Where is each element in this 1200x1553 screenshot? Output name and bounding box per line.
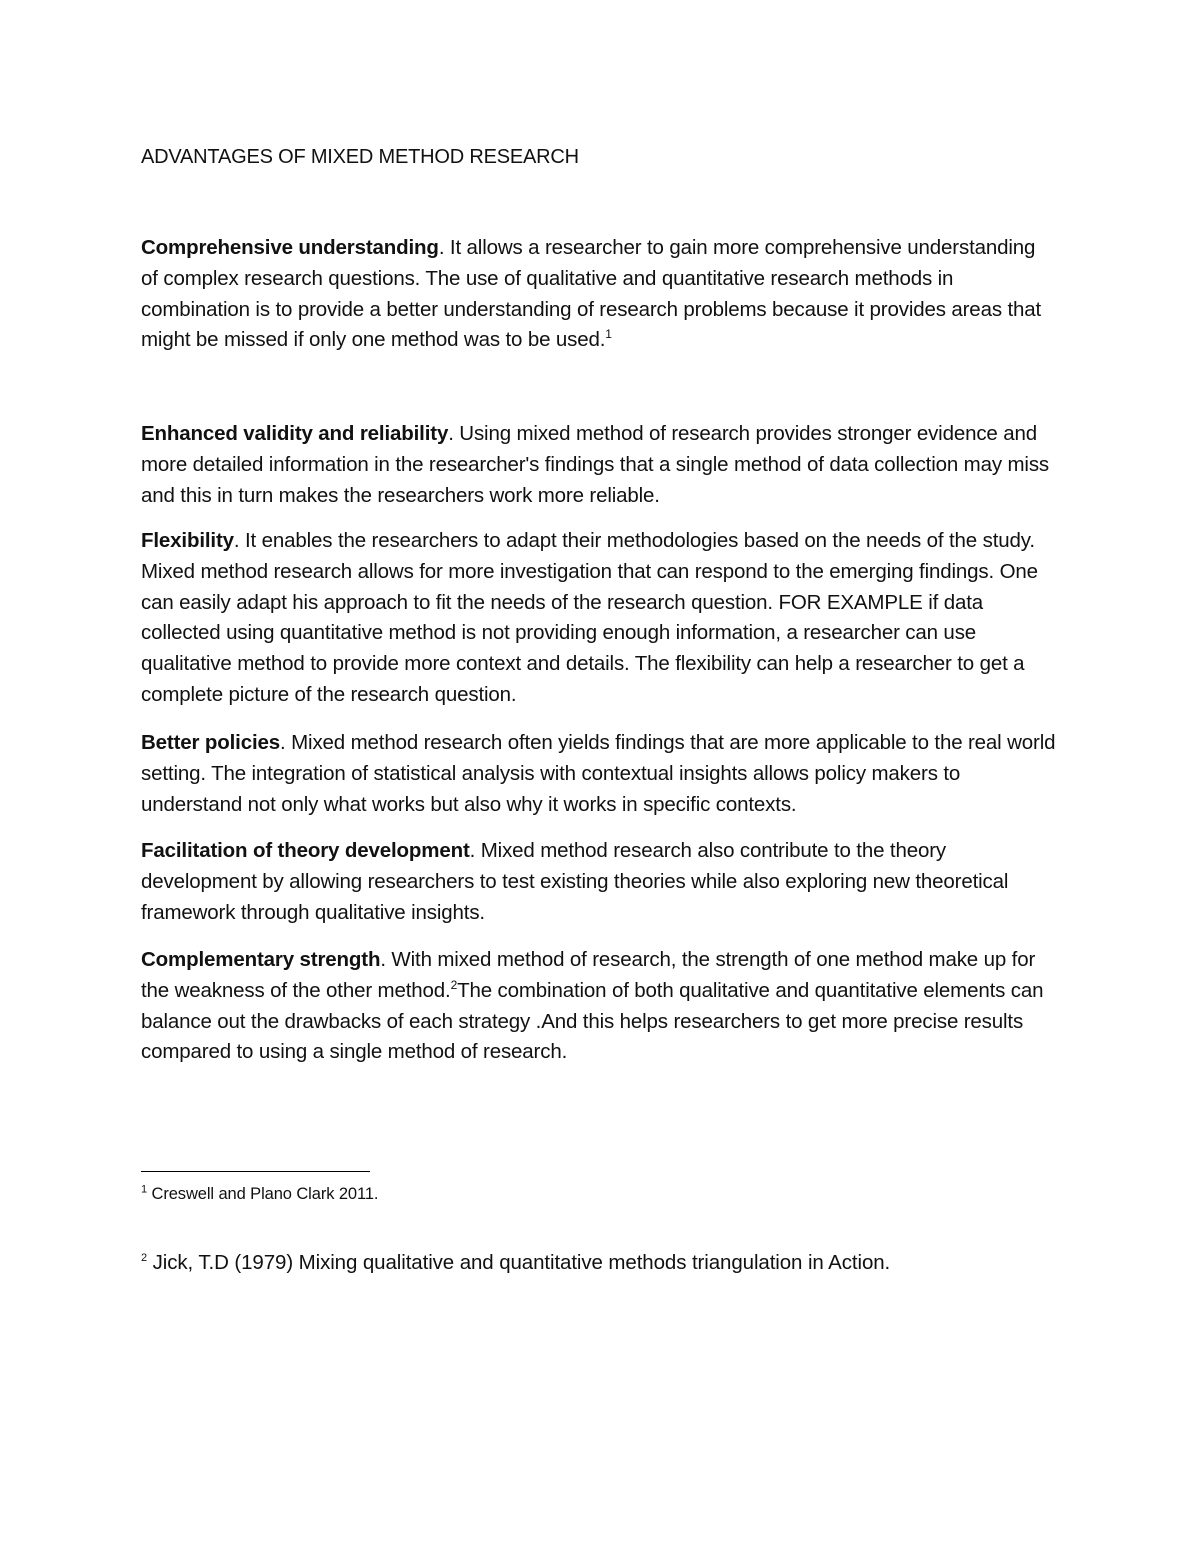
paragraph-comprehensive-understanding [141, 233, 1056, 356]
paragraph-text: . Using mixed method of research provides stronger evidence and more detailed information in the researcher's findings that a single method of data collection may miss and this in turn makes the researchers work more reliable. [141, 422, 1050, 507]
footnote-reference[interactable]: 2 [450, 977, 458, 992]
footnote-marker: 1 [141, 1183, 148, 1196]
footnote-2 [141, 1249, 890, 1277]
paragraph-text: The combination of both qualitative and quantitative elements can balance out the drawbacks of each strategy .And this helps researchers to get more precise results compared to using a single method of research. [141, 978, 1044, 1064]
paragraph-heading: Better policies [141, 731, 281, 754]
paragraph-complementary-strength [141, 945, 1056, 1068]
footnote-text: Jick, T.D (1979) Mixing qualitative and quantitative methods triangulation in Action. [147, 1251, 891, 1274]
paragraph-heading: Facilitation of theory development [141, 839, 470, 862]
paragraph-text: . With mixed method of research, the strength of one method make up for the weakness of the other method. [141, 948, 1036, 1002]
paragraph-enhanced-validity [141, 419, 1056, 511]
footnote-text: Creswell and Plano Clark 2011. [147, 1185, 379, 1203]
paragraph-heading: Flexibility [141, 529, 234, 552]
footnote-reference[interactable]: 1 [605, 327, 612, 342]
paragraph-text: . Mixed method research also contribute to the theory development by allowing researchers to test existing theories while also exploring new theoretical framework through qualitative insights. [141, 839, 1009, 924]
paragraph-heading: Comprehensive understanding [141, 236, 439, 259]
footnote-1 [141, 1182, 378, 1206]
paragraph-text: . It enables the researchers to adapt their methodologies based on the needs of the study. Mixed method research allows for more investigation that can respond to the emerging findings. One can easily adapt his approach to fit the needs of the research question. FOR EXAMPLE if data collected using quantitative method is not providing enough information, a researcher can use qualitative method to provide more context and details. The flexibility can help a researcher to get a complete picture of the research question. [141, 529, 1038, 706]
paragraph-flexibility [141, 526, 1056, 711]
paragraph-better-policies [141, 728, 1056, 820]
paragraph-heading: Complementary strength [141, 948, 381, 971]
footnote-separator [141, 1171, 370, 1172]
paragraph-text: . It allows a researcher to gain more comprehensive understanding of complex research questions. The use of qualitative and quantitative research methods in combination is to provide a better understanding of research problems because it provides areas that might be missed if only one method was to be used. [141, 236, 1042, 352]
footnote-marker: 2 [141, 1252, 148, 1265]
paragraph-heading: Enhanced validity and reliability [141, 422, 449, 445]
document-title: ADVANTAGES OF MIXED METHOD RESEARCH [141, 146, 579, 168]
paragraph-theory-development [141, 836, 1056, 928]
paragraph-text: . Mixed method research often yields findings that are more applicable to the real world setting. The integration of statistical analysis with contextual insights allows policy makers to understand not only what works but also why it works in specific contexts. [141, 731, 1056, 816]
